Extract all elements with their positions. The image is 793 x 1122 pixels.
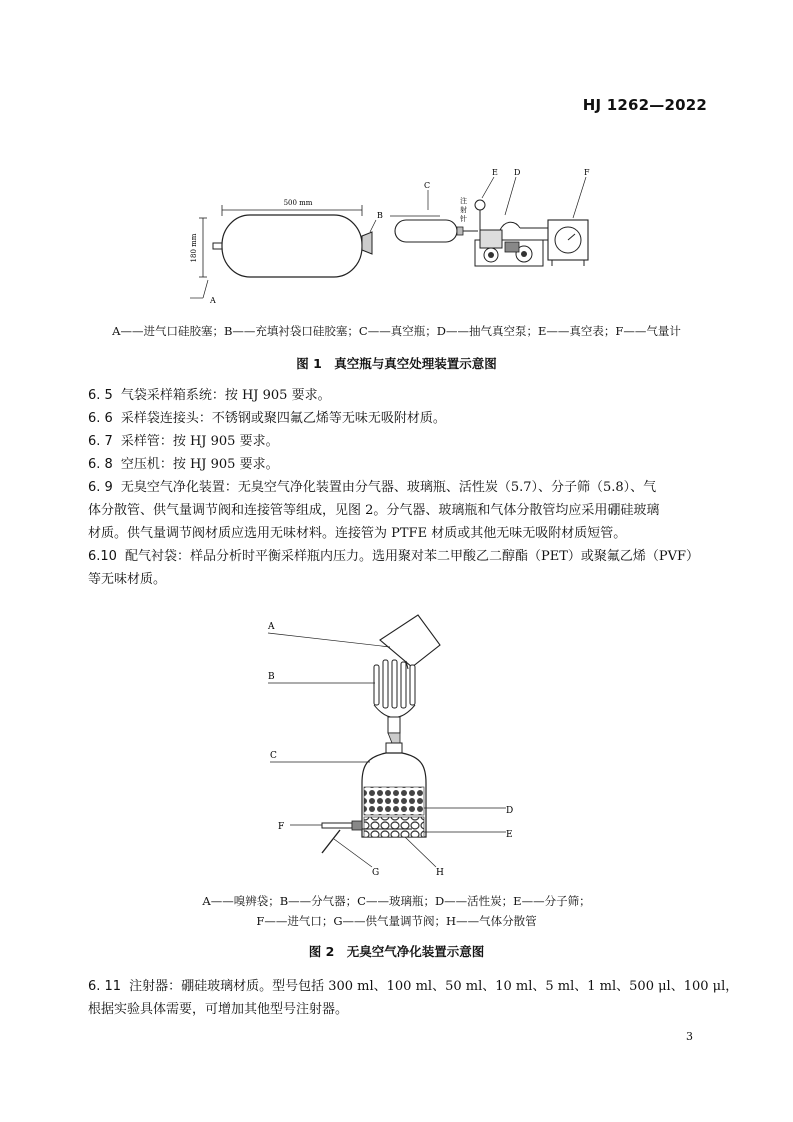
fig2-label-d: D — [506, 806, 514, 816]
para-6-8: 6. 8 空压机：按 HJ 905 要求。 — [88, 457, 279, 472]
needle-label-2: 射 — [460, 206, 467, 214]
standard-code: HJ 1262—2022 — [582, 96, 707, 114]
fig1-label-a: A — [210, 296, 216, 305]
figure-1-drawing — [0, 150, 793, 312]
para-6-10: 6.10 配气衬袋：样品分析时平衡采样瓶内压力。选用聚对苯二甲酸乙二醇酯（PET）或聚氟乙烯（PVF） 等无味材质。 — [88, 549, 700, 587]
fig2-label-b: B — [268, 672, 275, 682]
figure-2-legend-line-1: A——嗅辨袋；B——分气器；C——玻璃瓶；D——活性炭；E——分子筛； — [202, 894, 591, 908]
fig1-label-c: C — [424, 181, 431, 190]
fig1-label-e: E — [492, 168, 498, 177]
dim-width-label: 500 mm — [283, 199, 313, 207]
needle-label-1: 注 — [460, 197, 467, 205]
para-6-11: 6. 11 注射器：硼硅玻璃材质。型号包括 300 ml、100 ml、50 ml、10 ml、5 ml、1 ml、500 μl、100 μl， 根据实验具体需要，可增加其他型号注射器。 — [88, 979, 739, 1017]
fig1-label-d: D — [514, 168, 521, 177]
dim-height-label: 180 mm — [190, 233, 198, 263]
figure-1-legend: A——进气口硅胶塞；B——充填衬袋口硅胶塞；C——真空瓶；D——抽气真空泵；E——真空表；F——气量计 — [112, 324, 681, 338]
page-number: 3 — [686, 1030, 693, 1043]
para-6-9: 6. 9 无臭空气净化装置：无臭空气净化装置由分气器、玻璃瓶、活性炭（5.7）、分子筛（5.8）、气 体分散管、供气量调节阀和连接管等组成，见图 2。分气器、玻璃瓶和气体分散管均应采用硼硅玻璃 材质。供气量调节阀材质应选用无味材料。连接管为 PTFE 材质或其他无味无吸附材质短管。 — [88, 480, 660, 541]
figure-1 — [0, 150, 793, 312]
figure-2-caption: 图 2 无臭空气净化装置示意图 — [308, 944, 485, 959]
fig2-label-a: A — [268, 622, 275, 632]
needle-label-3: 针 — [460, 215, 467, 223]
fig2-label-c: C — [270, 751, 277, 761]
fig1-label-f: F — [584, 168, 590, 177]
figure-1-caption: 图 1 真空瓶与真空处理装置示意图 — [296, 356, 497, 371]
fig2-label-f: F — [278, 822, 285, 832]
para-6-6: 6. 6 采样袋连接头：不锈钢或聚四氟乙烯等无味无吸附材质。 — [88, 411, 446, 426]
para-6-5: 6. 5 气袋采样箱系统：按 HJ 905 要求。 — [88, 388, 331, 403]
figure-2 — [0, 605, 793, 885]
section-body — [88, 384, 708, 591]
fig2-label-h: H — [436, 868, 444, 878]
para-6-7: 6. 7 采样管：按 HJ 905 要求。 — [88, 434, 279, 449]
fig1-label-b: B — [377, 211, 383, 220]
figure-2-drawing — [0, 605, 793, 885]
vacuum-bottle-shape — [222, 215, 362, 277]
fig2-label-g: G — [372, 868, 380, 878]
figure-2-legend-line-2: F——进气口；G——供气量调节阀；H——气体分散管 — [256, 914, 537, 928]
fig2-label-e: E — [506, 830, 513, 840]
